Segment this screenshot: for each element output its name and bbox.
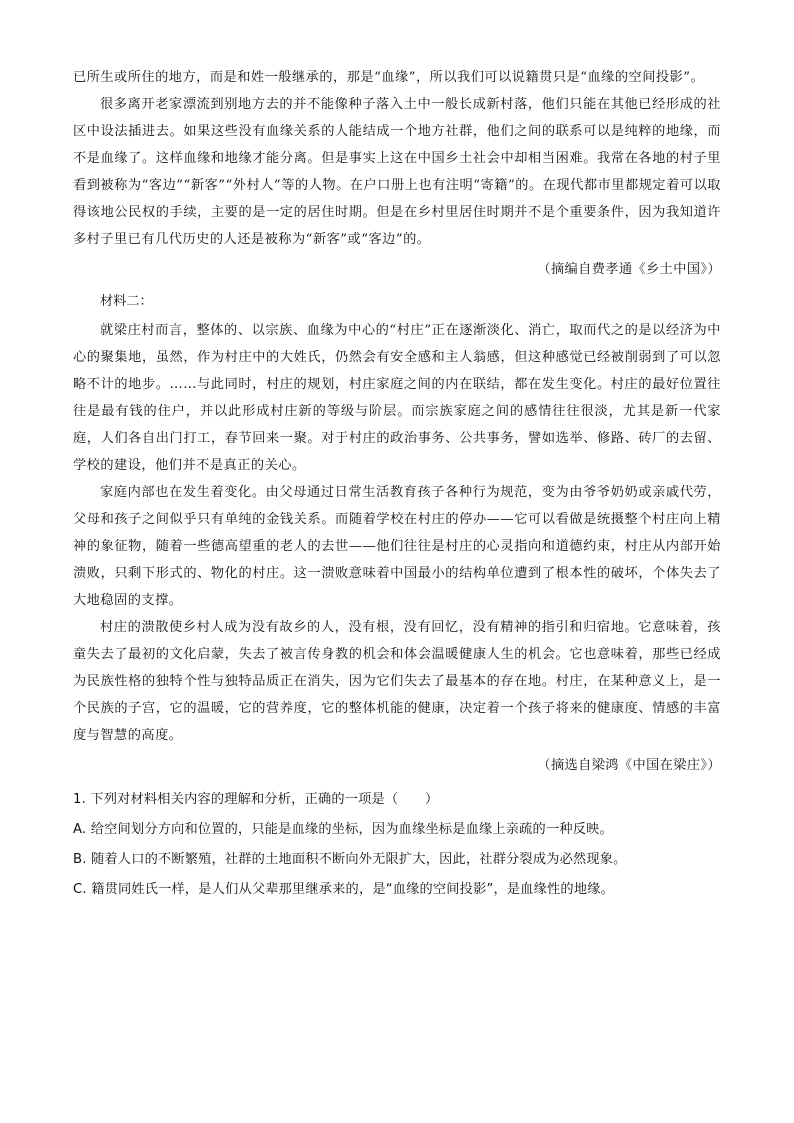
question-stem: 1. 下列对材料相关内容的理解和分析，正确的一项是（ ） <box>73 792 439 807</box>
material1-paragraph: 很多离开老家漂流到别地方去的并不能像种子落入土中一般长成新村落，他们只能在其他已经形成的社区中设法插进去。如果这些没有血缘关系的人能结成一个地方社群，他们之间的联系可以是纯粹的地缘，而不是血缘了。这样血缘和地缘才能分离。但是事实上这在中国乡土社会中却相当困难。我常在各地的村子里看到被称为“客边”“新客”“外村人”等的人物。在户口册上也有注明“寄籍”的。在现代都市里都规定着可以取得该地公民权的手续，主要的是一定的居住时期。但是在乡村里居住时期并不是个重要条件，因为我知道许多村子里已有几代历史的人还是被称为“新客”或“客边”的。 <box>73 97 721 247</box>
question-option-c: C. 籍贯同姓氏一样，是人们从父辈那里继承来的，是“血缘的空间投影”，是血缘性的地缘。 <box>73 882 614 897</box>
material1-source: （摘编自费孝通《乡土中国》） <box>537 262 721 277</box>
material2-source: （摘选自梁鸿《中国在梁庄》） <box>537 758 721 773</box>
document-page <box>73 64 721 905</box>
material2-paragraph-2: 家庭内部也在发生着变化。由父母通过日常生活教育孩子各种行为规范，变为由爷爷奶奶或亲戚代劳，父母和孩子之间似乎只有单纯的金钱关系。而随着学校在村庄的停办——它可以看做是统摄整个村庄向上精神的象征物，随着一些德高望重的老人的去世——他们往往是村庄的心灵指向和道德约束，村庄从内部开始溃败，只剩下形式的、物化的村庄。这一溃败意味着中国最小的结构单位遭到了根本性的破坏，个体失去了大地稳固的支撑。 <box>73 485 721 608</box>
question-option-b: B. 随着人口的不断繁殖，社群的土地面积不断向外无限扩大，因此，社群分裂成为必然现象。 <box>73 852 627 867</box>
question-option-a: A. 给空间划分方向和位置的，只能是血缘的坐标，因为血缘坐标是血缘上亲疏的一种反映。 <box>73 822 613 837</box>
material1-paragraph-tail: 已所生或所住的地方，而是和姓一般继承的，那是“血缘”，所以我们可以说籍贯只是“血缘的空间投影”。 <box>73 70 705 85</box>
material2-paragraph-1: 就梁庄村而言，整体的、以宗族、血缘为中心的“村庄”正在逐渐淡化、消亡，取而代之的是以经济为中心的聚集地，虽然，作为村庄中的大姓氏，仍然会有安全感和主人翁感，但这种感觉已经被削弱到了可以忽略不计的地步。……与此同时，村庄的规划，村庄家庭之间的内在联结，都在发生变化。村庄的最好位置往往是最有钱的住户，并以此形成村庄新的等级与阶层。而宗族家庭之间的感情往往很淡，尤其是新一代家庭，人们各自出门打工，春节回来一聚。对于村庄的政治事务、公共事务，譬如选举、修路、砖厂的去留、学校的建设，他们并不是真正的关心。 <box>73 323 721 473</box>
material2-label: 材料二： <box>100 294 153 309</box>
material2-paragraph-3: 村庄的溃散使乡村人成为没有故乡的人，没有根，没有回忆，没有精神的指引和归宿地。它意味着，孩童失去了最初的文化启蒙，失去了被言传身教的机会和体会温暖健康人生的机会。它也意味着，那些已经成为民族性格的独特个性与独特品质正在消失，因为它们失去了最基本的存在地。村庄，在某种意义上，是一个民族的子宫，它的温暖，它的营养度，它的整体机能的健康，决定着一个孩子将来的健康度、情感的丰富度与智慧的高度。 <box>73 620 721 743</box>
